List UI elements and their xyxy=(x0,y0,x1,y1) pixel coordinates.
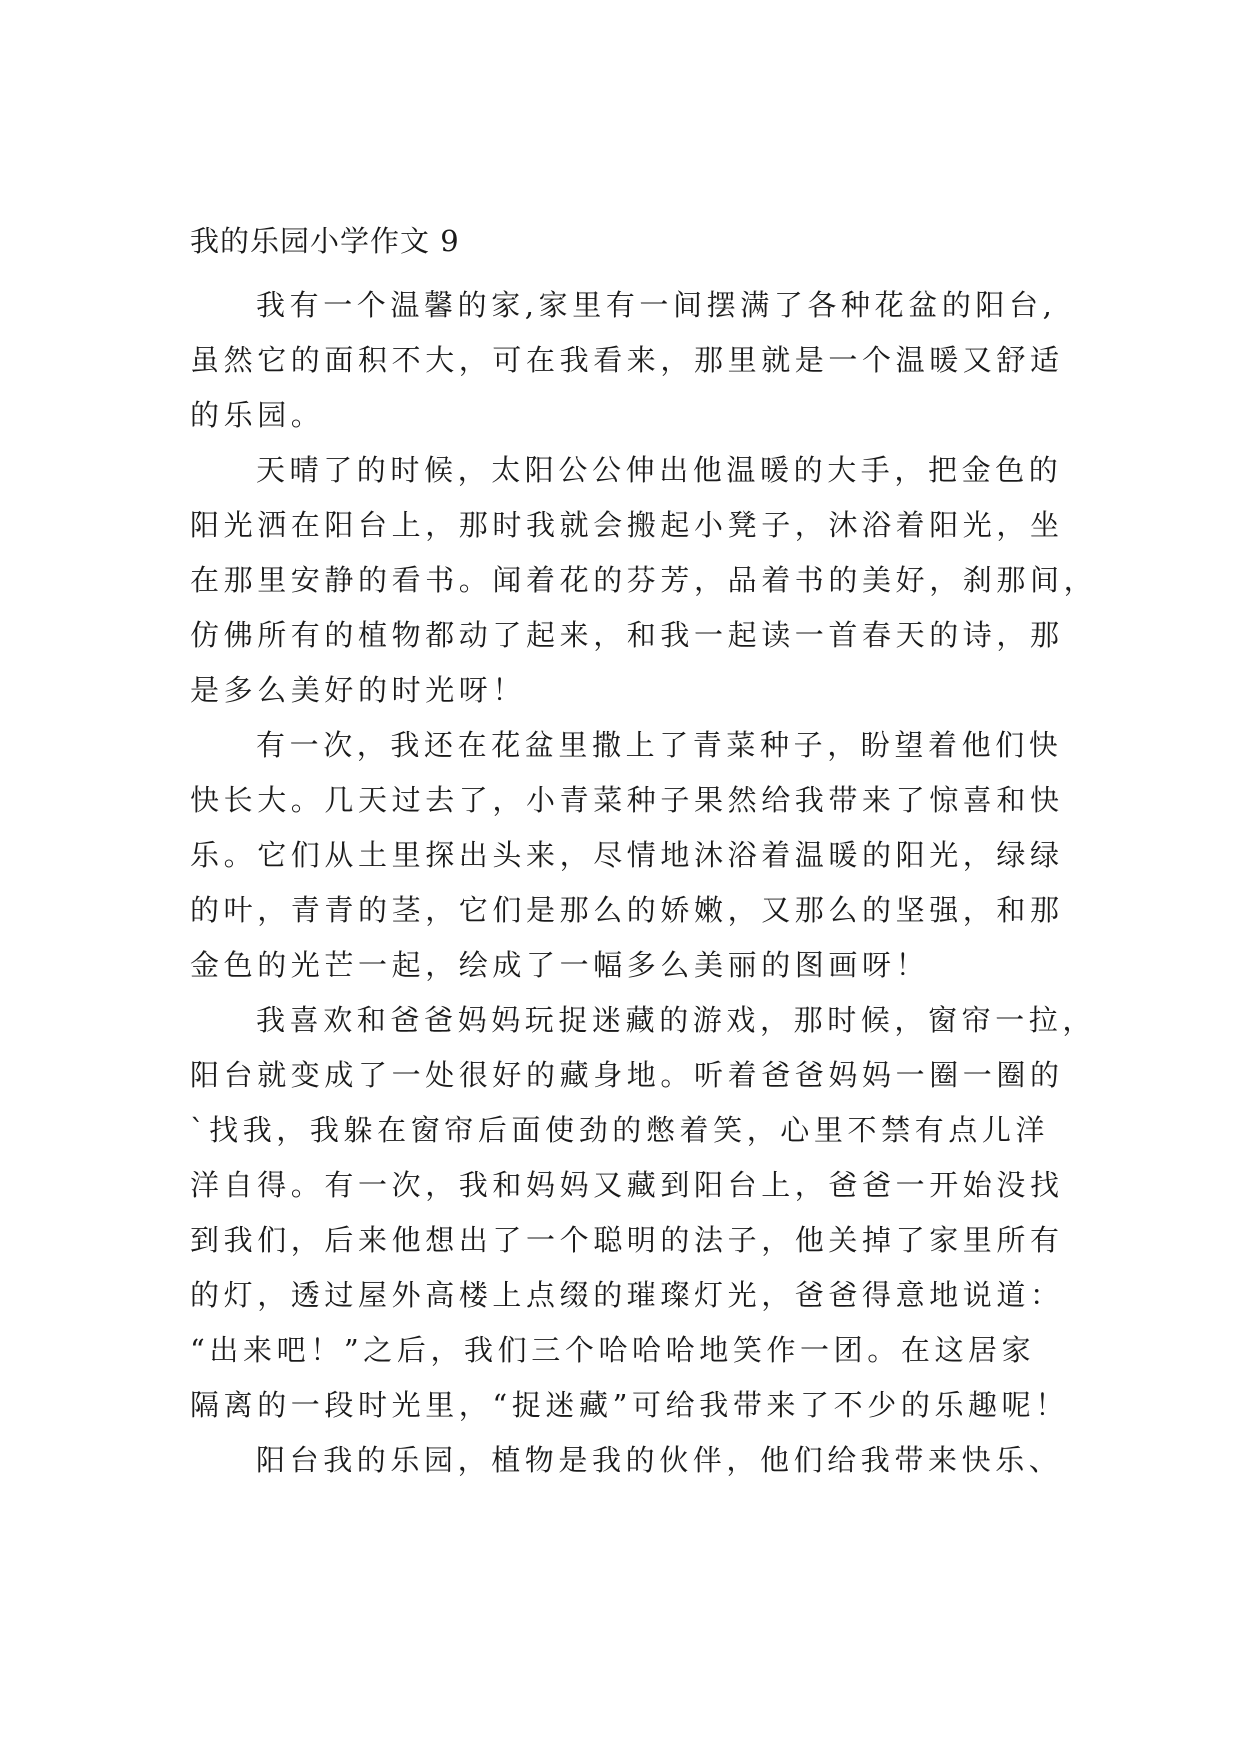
text-line: 的乐园。 xyxy=(190,398,325,432)
text-line: 仿佛所有的植物都动了起来，和我一起读一首春天的诗，那 xyxy=(190,618,1064,652)
text-line: 快长大。几天过去了，小青菜种子果然给我带来了惊喜和快 xyxy=(190,783,1064,817)
text-line: 有一次，我还在花盆里撒上了青菜种子，盼望着他们快 xyxy=(256,728,1063,762)
document-title: 我的乐园小学作文 9 xyxy=(190,224,460,258)
document-body xyxy=(190,222,1110,1488)
paragraph-4 xyxy=(190,993,1110,1433)
text-line: 在那里安静的看书。闻着花的芬芳，品着书的美好，刹那间， xyxy=(190,563,1098,597)
text-line: 洋自得。有一次，我和妈妈又藏到阳台上，爸爸一开始没找 xyxy=(190,1168,1064,1202)
text-line: 天晴了的时候，太阳公公伸出他温暖的大手，把金色的 xyxy=(256,453,1063,487)
text-line: `找我，我躲在窗帘后面使劲的憋着笑，心里不禁有点儿洋 xyxy=(190,1113,1050,1147)
text-line: 金色的光芒一起，绘成了一幅多么美丽的图画呀！ xyxy=(190,948,930,982)
text-line: 的叶，青青的茎，它们是那么的娇嫩，又那么的坚强，和那 xyxy=(190,893,1064,927)
text-line: 隔离的一段时光里，“捉迷藏”可给我带来了不少的乐趣呢！ xyxy=(190,1388,1069,1422)
text-line: 阳光洒在阳台上，那时我就会搬起小凳子，沐浴着阳光，坐 xyxy=(190,508,1064,542)
text-line: 虽然它的面积不大，可在我看来，那里就是一个温暖又舒适 xyxy=(190,343,1064,377)
text-line: 我喜欢和爸爸妈妈玩捉迷藏的游戏，那时候，窗帘一拉， xyxy=(256,1003,1097,1037)
text-line: 我有一个温馨的家,家里有一间摆满了各种花盆的阳台, xyxy=(256,288,1057,322)
paragraph-3 xyxy=(190,718,1110,993)
text-line: 到我们，后来他想出了一个聪明的法子，他关掉了家里所有 xyxy=(190,1223,1064,1257)
text-line: 乐。它们从土里探出头来，尽情地沐浴着温暖的阳光，绿绿 xyxy=(190,838,1064,872)
text-line: 阳台我的乐园，植物是我的伙伴，他们给我带来快乐、 xyxy=(256,1443,1063,1477)
text-line: 是多么美好的时光呀！ xyxy=(190,673,527,707)
text-line: “出来吧！”之后，我们三个哈哈哈地笑作一团。在这居家 xyxy=(190,1333,1036,1367)
text-line: 阳台就变成了一处很好的藏身地。听着爸爸妈妈一圈一圈的 xyxy=(190,1058,1064,1092)
paragraph-5 xyxy=(190,1433,1110,1488)
text-line: 的灯，透过屋外高楼上点缀的璀璨灯光，爸爸得意地说道： xyxy=(190,1278,1064,1312)
paragraph-1 xyxy=(190,278,1110,443)
paragraph-2 xyxy=(190,443,1110,718)
